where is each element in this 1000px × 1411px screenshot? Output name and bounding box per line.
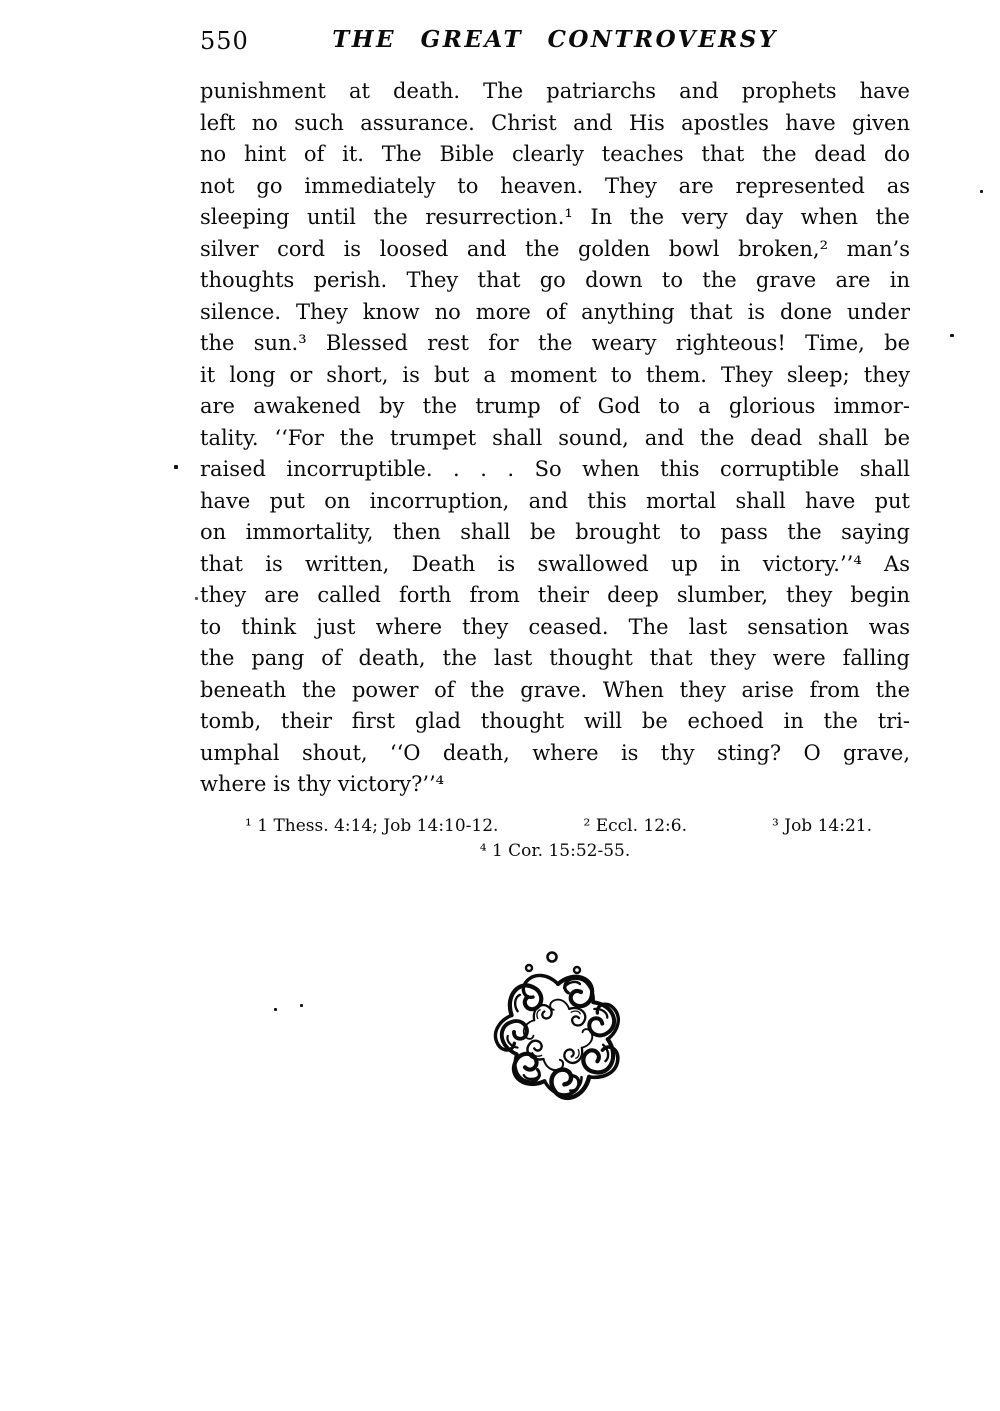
body-line: it long or short, is but a moment to them. They sleep; they	[200, 362, 910, 387]
page-header	[200, 26, 910, 56]
body-line: are awakened by the trump of God to a glorious immor-	[200, 394, 910, 418]
body-line: left no such assurance. Christ and His apostles have given	[200, 110, 910, 135]
body-line: have put on incorruption, and this mortal shall have put	[200, 488, 910, 513]
body-line: where is thy victory?’’⁴	[200, 772, 445, 796]
scan-speck	[174, 465, 178, 469]
footnote-3: ³ Job 14:21.	[772, 816, 872, 836]
scan-speck	[195, 597, 198, 600]
body-line: beneath the power of the grave. When they arise from the	[200, 677, 910, 702]
page-number: 550	[200, 27, 249, 55]
body-line: that is written, Death is swallowed up in victory.’’⁴ As	[200, 551, 910, 576]
body-line: umphal shout, ‘‘O death, where is thy sting? O grave,	[200, 740, 910, 765]
body-line: punishment at death. The patriarchs and prophets have	[200, 79, 910, 103]
footnote-1: ¹ 1 Thess. 4:14; Job 14:10-12.	[245, 816, 499, 836]
body-line: they are called forth from their deep slumber, they begin	[200, 583, 910, 607]
body-line: on immortality, then shall be brought to pass the saying	[200, 520, 910, 544]
footnote-row	[245, 816, 872, 836]
body-text	[200, 76, 910, 801]
body-line: the sun.³ Blessed rest for the weary righteous! Time, be	[200, 331, 910, 355]
body-line: no hint of it. The Bible clearly teaches that the dead do	[200, 142, 910, 166]
scan-speck	[950, 334, 954, 337]
running-title: THE GREAT CONTROVERSY	[332, 26, 778, 53]
scrollwork-ornament-icon	[483, 948, 633, 1108]
footnote-row	[200, 841, 910, 861]
body-line: silver cord is loosed and the golden bowl broken,² man’s	[200, 236, 910, 261]
body-line: sleeping until the resurrection.¹ In the very day when the	[200, 205, 910, 229]
footnote-2: ² Eccl. 12:6.	[583, 816, 687, 836]
body-line: tomb, their first glad thought will be echoed in the tri-	[200, 709, 910, 733]
footnotes	[200, 816, 910, 861]
scan-speck	[300, 1004, 303, 1007]
body-line: the pang of death, the last thought that they were falling	[200, 646, 910, 670]
body-line: thoughts perish. They that go down to the grave are in	[200, 268, 910, 292]
footnote-4: ⁴ 1 Cor. 15:52-55.	[479, 841, 631, 861]
body-line: silence. They know no more of anything that is done under	[200, 299, 910, 324]
body-line: tality. ‘‘For the trumpet shall sound, and the dead shall be	[200, 425, 910, 450]
scan-speck	[274, 1008, 277, 1011]
scan-speck	[980, 190, 983, 193]
body-line: raised incorruptible. . . . So when this corruptible shall	[200, 457, 910, 481]
body-line: not go immediately to heaven. They are represented as	[200, 173, 910, 198]
body-line: to think just where they ceased. The last sensation was	[200, 614, 910, 639]
